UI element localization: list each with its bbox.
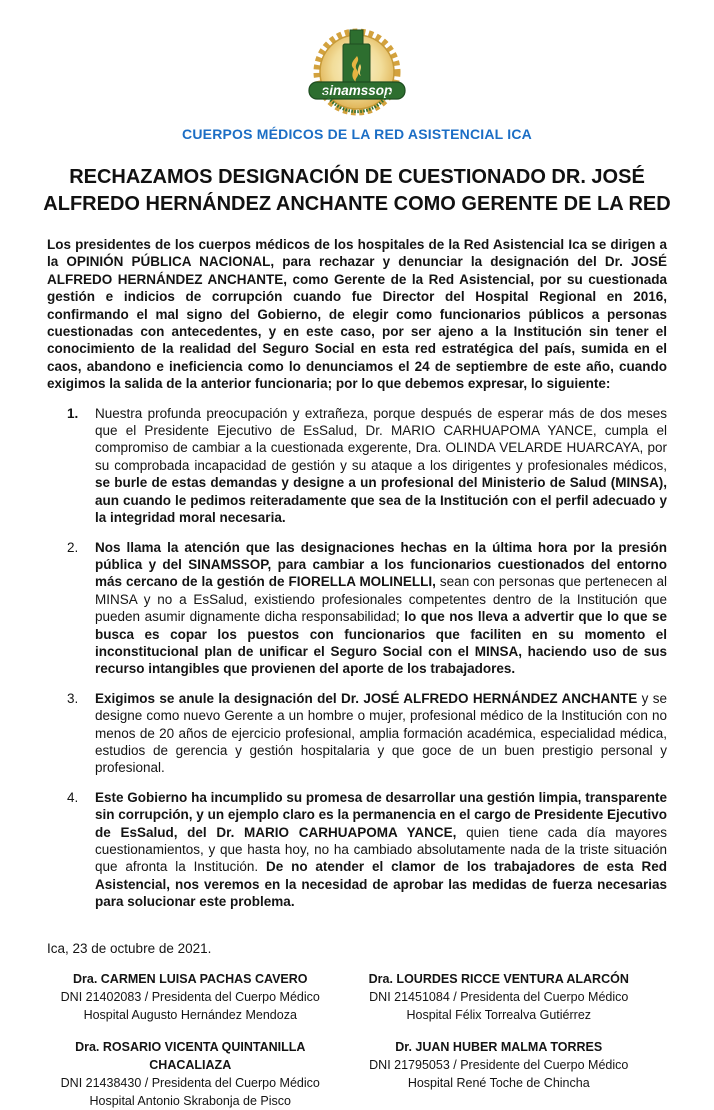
signature-block (354, 1038, 645, 1110)
list-item-number: 3. (67, 690, 79, 706)
signatory-name: Dr. JUAN HUBER MALMA TORRES (395, 1039, 603, 1054)
list-item-text: Este Gobierno ha incumplido su promesa de desarrollar una gestión limpia, transparente sin corrupción, y un ejemplo claro es la permanencia en el cargo de Presidente Ejecutivo de EsSalud, del Dr. MARIO CARHUAPOMA YANCE, quien tiene cada día mayores cuestionamientos, y que hasta hoy, no ha cambiado absolutamente nada de la triste situación que afronta la Institución. De no atender el clamor de los trabajadores de esta Red Asistencial, nos veremos en la necesidad de aprobar las medidas de fuerza necesarias para solucionar este problema. (95, 789, 667, 910)
signature-grid (45, 970, 644, 1110)
signatory-name: Dra. ROSARIO VICENTA QUINTANILLA CHACALIAZA (75, 1039, 306, 1072)
list-item-number: 2. (67, 539, 79, 555)
list-item (47, 789, 667, 911)
list-item-text: Nos llama la atención que las designaciones hechas en la última hora por la presión pública y del SINAMSSOP, para cambiar a los funcionarios cuestionados del entorno más cercano de la gestión de FIORELLA MOLINELLI, sean con personas que pertenecen al MINSA y no a EsSalud, existiendo profesionales competentes dentro de la Institución que pueden asumir dignamente dicha responsabilidad; lo que nos lleva a advertir que lo que se busca es copar los puestos con funcionarios que faciliten en su momento el inconstitucional plan de unificar el Seguro Social con el MINSA, haciendo uso de sus recurso intangibles que provienen del aporte de los trabajadores. (95, 539, 667, 677)
date-line: Ica, 23 de octubre de 2021. (47, 940, 212, 956)
signatory-name: Dra. CARMEN LUISA PACHAS CAVERO (72, 971, 308, 986)
document-title: RECHAZAMOS DESIGNACIÓN DE CUESTIONADO DR. JOSÉ ALFREDO HERNÁNDEZ ANCHANTE COMO GERENTE DE LA RED (43, 166, 671, 215)
list-item (47, 405, 667, 527)
list-item-text: Nuestra profunda preocupación y extrañeza, porque después de esperar más de dos meses que el Presidente Ejecutivo de EsSalud, Dr. MARIO CARHUAPOMA YANCE, cumpla el compromiso de cambiar a la cuestionada exgerente, Dra. OLINDA VELARDE HUARCAYA, por su comprobada incapacidad de gestión y su ataque a los dirigentes y profesionales médicos, se burle de estas demandas y designe a un profesional del Ministerio de Salud (MINSA), aun cuando le pedimos reiteradamente que sea de la Institución con el perfil adecuado y la integridad moral necesaria. (95, 405, 667, 526)
signatory-dni-role: DNI 21402083 / Presidenta del Cuerpo Médico (60, 989, 320, 1004)
signatory-hospital: Hospital René Toche de Chincha (407, 1075, 590, 1090)
signatory-dni-role: DNI 21795053 / Presidente del Cuerpo Médico (369, 1057, 629, 1072)
list-item-number: 1. (67, 405, 79, 421)
signatory-dni-role: DNI 21438430 / Presidenta del Cuerpo Médico (60, 1075, 320, 1090)
list-item-number: 4. (67, 789, 79, 805)
signatory-hospital: Hospital Antonio Skrabonja de Pisco (89, 1093, 291, 1108)
signatory-hospital: Hospital Augusto Hernández Mendoza (83, 1007, 297, 1022)
signatory-dni-role: DNI 21451084 / Presidenta del Cuerpo Médico (369, 989, 629, 1004)
list-item-text: Exigimos se anule la designación del Dr. JOSÉ ALFREDO HERNÁNDEZ ANCHANTE y se designe como nuevo Gerente a un hombre o mujer, profesional médico de la Institución con no menos de 20 años de ejercicio profesional, amplia formación académica, especialidad médica, estudios de gerencia y gestión hospitalaria y que goce de un buen prestigio personal y profesional. (95, 690, 667, 776)
logo-container (0, 0, 714, 118)
logo-banner-text: sinamssop (321, 83, 393, 98)
list-item (47, 690, 667, 777)
signature-block (45, 1038, 336, 1110)
signature-block (45, 970, 336, 1024)
org-name-line: CUERPOS MÉDICOS DE LA RED ASISTENCIAL ICA (182, 126, 532, 142)
intro-paragraph: Los presidentes de los cuerpos médicos de los hospitales de la Red Asistencial Ica se dirigen a la OPINIÓN PÚBLICA NACIONAL, para rechazar y denunciar la designación del Dr. JOSÉ ALFREDO HERNÁNDEZ ANCHANTE, como Gerente de la Red Asistencial, por su cuestionada gestión e indicios de corrupción cuando fue Director del Hospital Regional en 2016, confirmando el mal signo del Gobierno, de elegir como funcionarios públicos a personas cuestionadas con antecedentes, y en este caso, por ser ajeno a la Institución sin tener el conocimiento de la realidad del Seguro Social en esta red estratégica del país, sumida en el caos, abandono e ineficiencia como lo denunciamos el 24 de septiembre de este año, cuando exigimos la salida de la anterior funcionaria; por lo que debemos expresar, lo siguiente: (47, 237, 667, 392)
signatory-hospital: Hospital Félix Torrealva Gutiérrez (406, 1007, 592, 1022)
list-item (47, 539, 667, 678)
signatory-name: Dra. LOURDES RICCE VENTURA ALARCÓN (368, 971, 629, 986)
numbered-list (47, 405, 667, 911)
signature-block (354, 970, 645, 1024)
sinamssop-logo (291, 26, 423, 118)
